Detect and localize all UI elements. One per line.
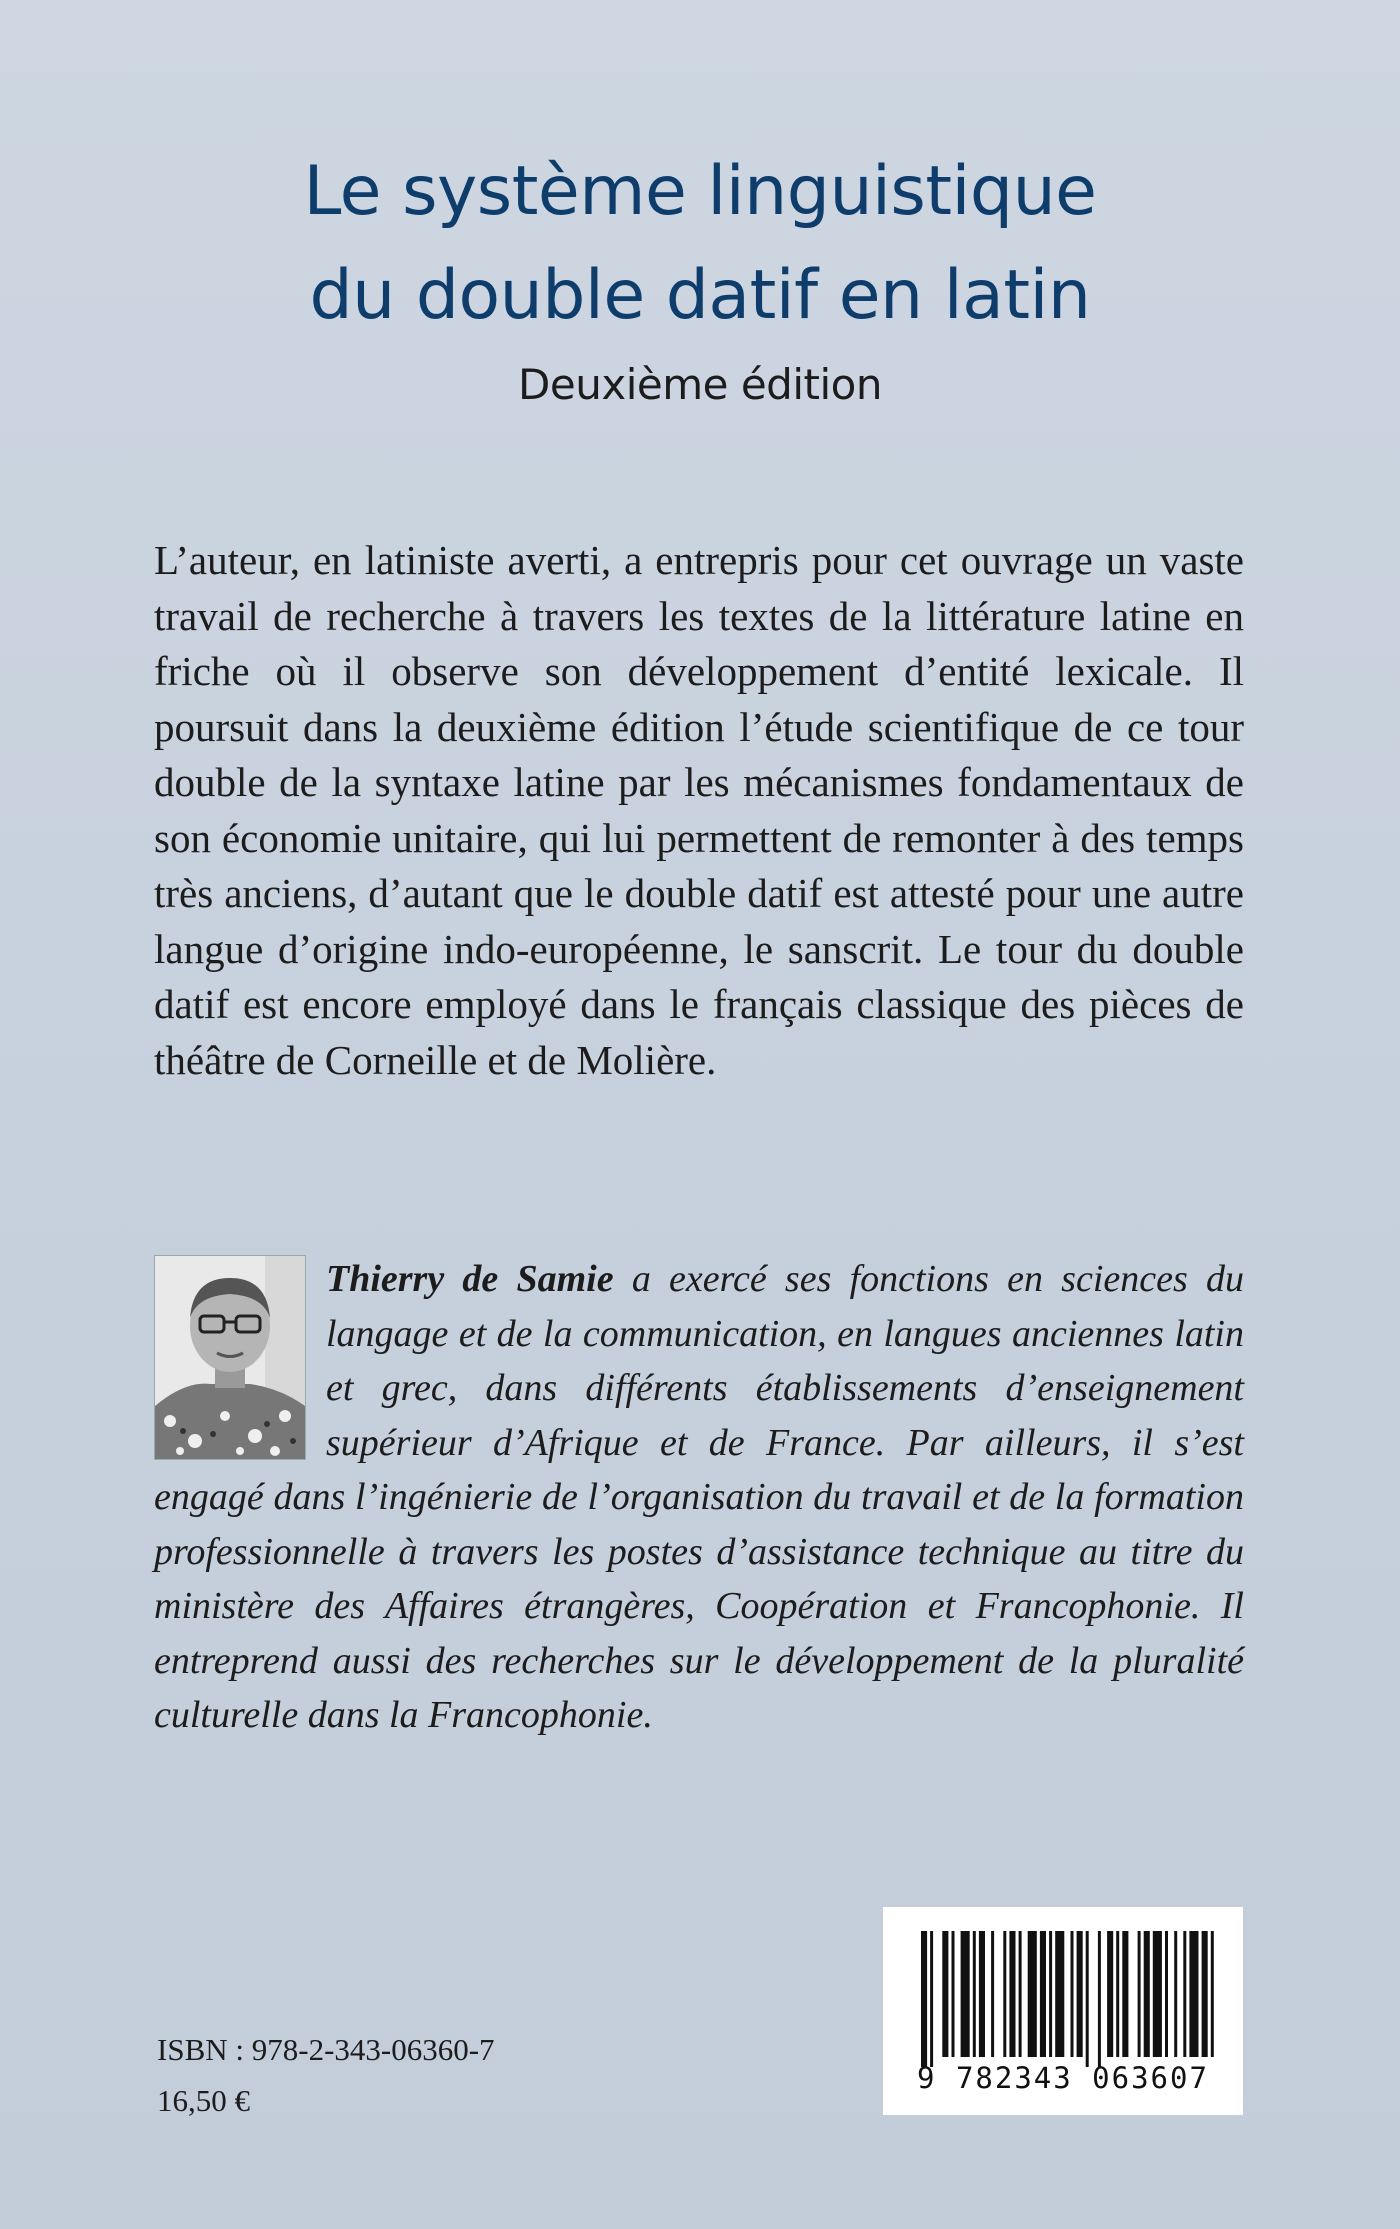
barcode-bar (1098, 1931, 1101, 2067)
author-section (154, 1252, 1244, 1743)
barcode-bar (1077, 1931, 1083, 2057)
author-photo (154, 1255, 306, 1460)
book-title (0, 140, 1400, 348)
book-summary: L’auteur, en latiniste averti, a entrepris pour cet ouvrage un vaste travail de recherche à travers les textes de la littérature latine en friche où il observe son développement d’entité lexicale. Il poursuit dans la deuxième édition l’étude scientifique de ce tour double de la syntaxe latine par les mécanismes fondamentaux de son économie unitaire, qui lui permettent de remonter à des temps très anciens, d’autant que le double datif est attesté pour une autre langue d’origine indo-européenne, le sanscrit. Le tour du double datif est encore employé dans le français classique des pièces de théâtre de Corneille et de Molière. (154, 537, 1244, 1083)
barcode-bar (961, 1931, 970, 2057)
barcode-bar (1138, 1931, 1141, 2057)
barcode-bar (1009, 1931, 1015, 2057)
author-portrait-icon (155, 1256, 305, 1459)
barcode-bar (979, 1931, 985, 2057)
barcode-bar (1003, 1931, 1006, 2057)
edition-subtitle: Deuxième édition (518, 360, 882, 409)
barcode-bar (1174, 1931, 1177, 2057)
barcode-bar (1086, 1931, 1089, 2067)
barcode-bar (1049, 1931, 1052, 2057)
barcode (883, 1907, 1243, 2115)
barcode-bar (1116, 1931, 1119, 2057)
barcode-bar (1122, 1931, 1128, 2057)
barcode-bar (1019, 1931, 1022, 2057)
barcode-bar (1211, 1931, 1214, 2057)
barcode-bar (1040, 1931, 1046, 2057)
author-bio (154, 1252, 1244, 1743)
barcode-bar (1028, 1931, 1037, 2057)
barcode-bar (1153, 1931, 1162, 2057)
barcode-bar (973, 1931, 976, 2057)
barcode-bar (1183, 1931, 1186, 2057)
barcode-bar (921, 1931, 927, 2067)
barcode-bar (1189, 1931, 1198, 2057)
barcode-bar (1202, 1931, 1208, 2057)
barcode-bar (1055, 1931, 1064, 2057)
barcode-bar (1071, 1931, 1074, 2057)
author-name: Thierry de Samie (326, 1258, 614, 1300)
book-title-line-1: Le système linguistique (303, 152, 1097, 231)
author-bio-text: a exercé ses fonctions en sciences du langage et de la communication, en langues anciennes latin et grec, dans différents établissements d’enseignement supérieur d’Afrique et de France. Par ailleurs, il s’est engagé dans l’ingénierie de l’organisation du travail et de la formation professionnelle à travers les postes d’assistance technique au titre du ministère des Affaires étrangères, Coopération et Francophonie. Il entreprend aussi des recherches sur le développement de la pluralité culturelle dans la Francophonie. (154, 1258, 1244, 1736)
barcode-bar (942, 1931, 948, 2057)
barcode-digits: 9 782343 063607 (917, 2061, 1209, 2095)
price-text: 16,50 € (157, 2083, 250, 2118)
barcode-bar (991, 1931, 994, 2057)
barcode-bar (1107, 1931, 1113, 2057)
book-title-line-2: du double datif en latin (309, 256, 1091, 335)
barcode-bar (952, 1931, 955, 2057)
isbn-text: ISBN : 978-2-343-06360-7 (157, 2032, 495, 2067)
barcode-bar (930, 1931, 933, 2067)
barcode-bar (1165, 1931, 1168, 2057)
barcode-bar (1144, 1931, 1150, 2057)
